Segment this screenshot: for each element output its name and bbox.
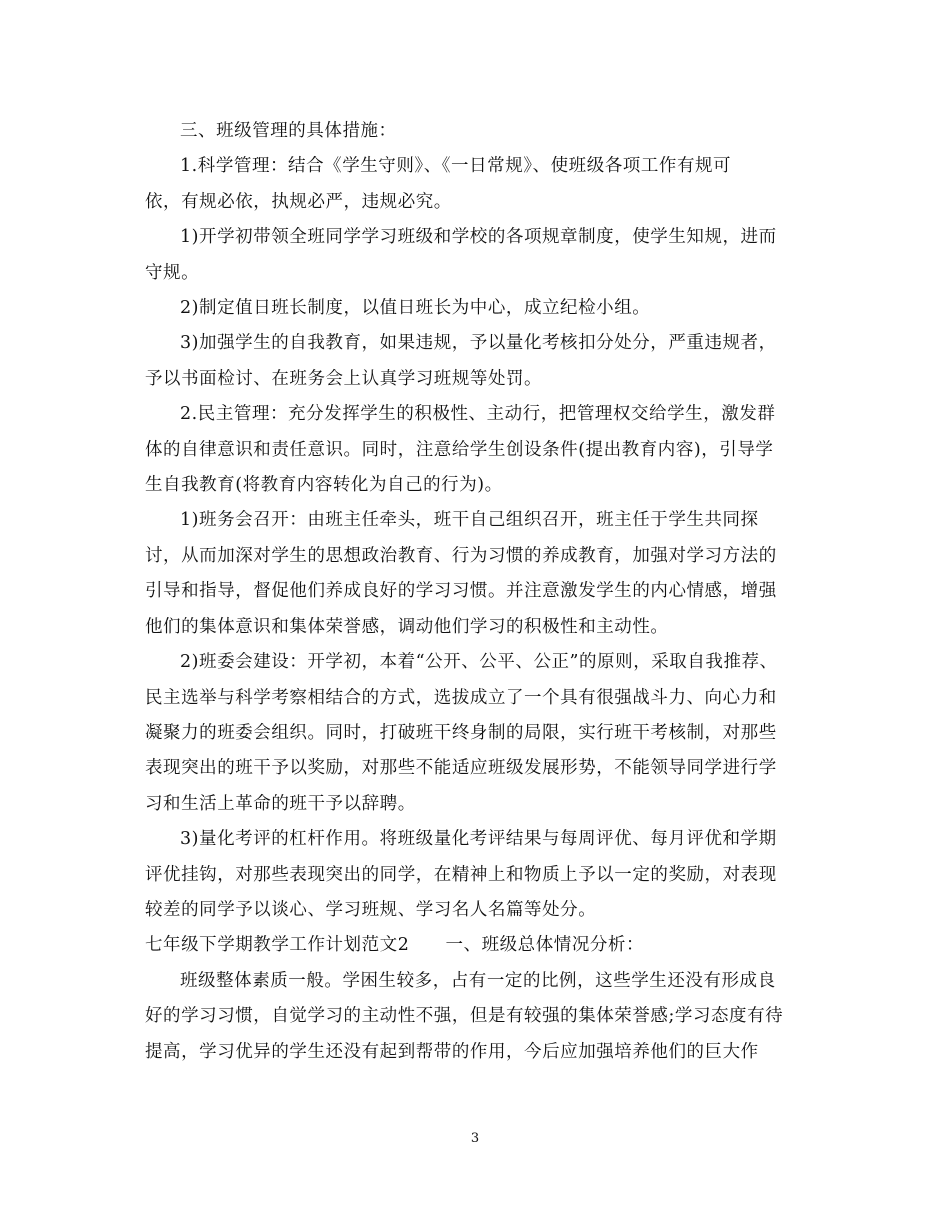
paragraph-item-3: 3)加强学生的自我教育，如果违规，予以量化考核扣分处分，严重违规者， 予以书面检讨、在班务会上认真学习班规等处罚。 [145, 333, 777, 389]
paragraph-class-committee: 2)班委会建设：开学初，本着“公开、公平、公正”的原则，采取自我推荐、 民主选举与科学考察相结合的方式，选拔成立了一个具有很强战斗力、向心力和 凝聚力的班委会组织。同时，打破班干终身制的局限，实行班干考核制，对那些 表现突出的班干予以奖励，对那些不能适应班级发展形势，不能领导同学进行学 习和生活上革命的班干予以辞聘。 [145, 652, 778, 814]
page-number: 3 [470, 1131, 480, 1146]
document-body [145, 114, 805, 1070]
paragraph-quantitative-evaluation: 3)量化考评的杠杆作用。将班级量化考评结果与每周评优、每月评优和学期 评优挂钩，对那些表现突出的同学，在精神上和物质上予以一定的奖励，对表现 较差的同学予以谈心、学习班规、学习名人名篇等处分。 [145, 829, 777, 920]
heading-section-3: 三、班级管理的具体措施： [180, 121, 397, 141]
paragraph-class-meeting: 1)班务会召开：由班主任牵头，班干自己组织召开，班主任于学生共同探 讨，从而加深对学生的思想政治教育、行为习惯的养成教育，加强对学习方法的 引导和指导，督促他们养成良好的学习习惯。并注意激发学生的内心情感，增强 他们的集体意识和集体荣誉感，调动他们学习的积极性和主动性。 [145, 510, 777, 637]
paragraph-scientific-management: 1.科学管理：结合《学生守则》、《一日常规》、使班级各项工作有规可 依，有规必依，执规必严，违规必究。 [145, 156, 732, 212]
paragraph-class-overview: 班级整体素质一般。学困生较多，占有一定的比例，这些学生还没有形成良 好的学习习惯，自觉学习的主动性不强，但是有较强的集体荣誉感;学习态度有待 提高，学习优异的学生还没有起到帮带的作用，今后应加强培养他们的巨大作 [145, 970, 784, 1062]
paragraph-democratic-management: 2.民主管理：充分发挥学生的积极性、主动行，把管理权交给学生，激发群 体的自律意识和责任意识。同时，注意给学生创设条件(提出教育内容)，引导学 生自我教育(将教育内容转化为自己的行为)。 [145, 404, 776, 496]
paragraph-item-1: 1)开学初带领全班同学学习班级和学校的各项规章制度，使学生知规，进而 守规。 [145, 227, 777, 283]
paragraph-item-2: 2)制定值日班长制度，以值日班长为中心，成立纪检小组。 [180, 298, 651, 319]
heading-plan-2: 七年级下学期教学工作计划范文2 一、班级总体情况分析： [145, 935, 645, 956]
